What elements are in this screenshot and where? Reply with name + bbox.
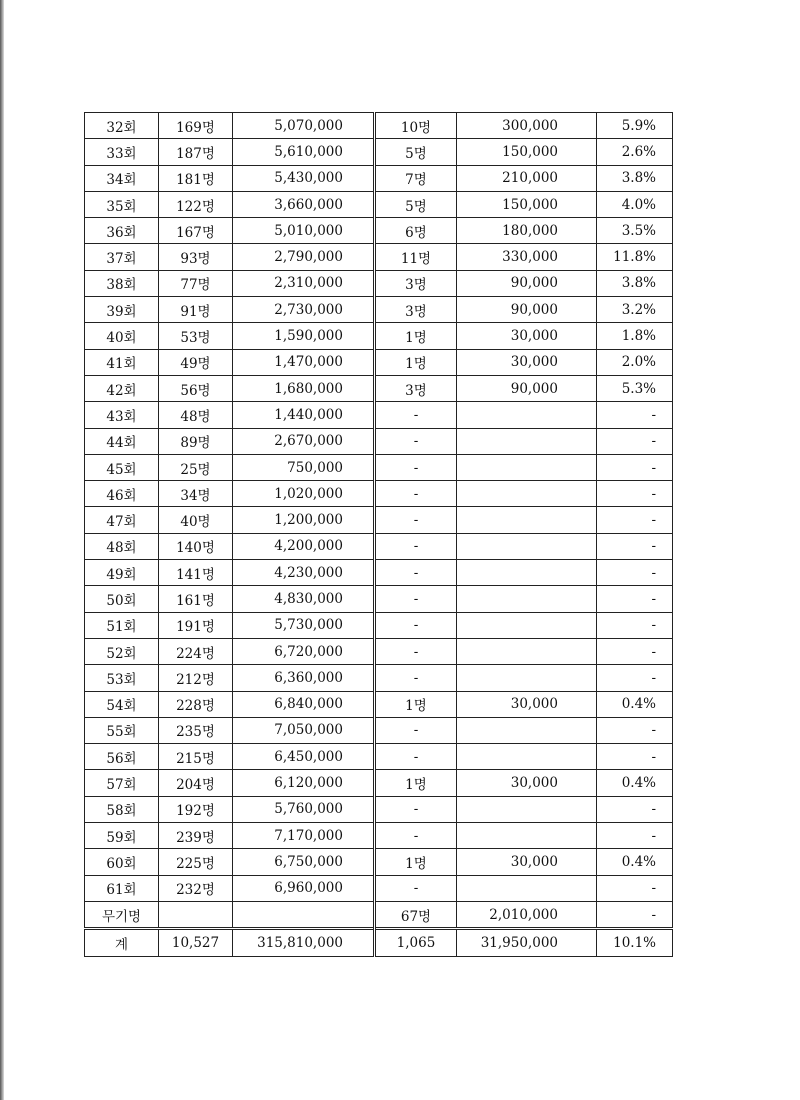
rate-cell: - xyxy=(597,507,673,533)
count2-cell: 5명 xyxy=(375,139,457,165)
round-cell: 43회 xyxy=(85,402,159,428)
round-cell: 41회 xyxy=(85,349,159,375)
rate-cell: 0.4% xyxy=(597,849,673,875)
amount2-cell xyxy=(457,612,597,638)
count2-cell: 1명 xyxy=(375,349,457,375)
count2-cell: 10명 xyxy=(375,113,457,139)
amount2-cell: 210,000 xyxy=(457,165,597,191)
count1-cell: 89명 xyxy=(159,428,233,454)
rate-cell: - xyxy=(597,901,673,928)
round-cell: 46회 xyxy=(85,481,159,507)
rate-cell: 4.0% xyxy=(597,191,673,217)
amount2-cell xyxy=(457,454,597,480)
count2-cell: 11명 xyxy=(375,244,457,270)
table-row xyxy=(85,875,673,901)
table-row xyxy=(85,349,673,375)
table-row xyxy=(85,507,673,533)
table-row xyxy=(85,717,673,743)
round-cell: 무기명 xyxy=(85,901,159,928)
amount1-cell: 2,730,000 xyxy=(233,297,375,323)
count2-cell: 3명 xyxy=(375,270,457,296)
count2-cell: - xyxy=(375,586,457,612)
rate-cell: 1.8% xyxy=(597,323,673,349)
count2-cell: - xyxy=(375,560,457,586)
amount2-cell: 150,000 xyxy=(457,191,597,217)
count2-cell: 1명 xyxy=(375,770,457,796)
total-rate: 10.1% xyxy=(597,929,673,956)
total-label: 계 xyxy=(85,929,159,956)
table-row xyxy=(85,218,673,244)
table-row xyxy=(85,823,673,849)
count1-cell: 204명 xyxy=(159,770,233,796)
count1-cell: 225명 xyxy=(159,849,233,875)
rate-cell: - xyxy=(597,454,673,480)
amount2-cell: 300,000 xyxy=(457,113,597,139)
amount1-cell: 1,200,000 xyxy=(233,507,375,533)
rate-cell: - xyxy=(597,428,673,454)
table-row xyxy=(85,612,673,638)
amount1-cell: 1,020,000 xyxy=(233,481,375,507)
table-row xyxy=(85,849,673,875)
count2-cell: 67명 xyxy=(375,901,457,928)
table-row xyxy=(85,375,673,401)
count1-cell: 56명 xyxy=(159,375,233,401)
count1-cell xyxy=(159,901,233,928)
rate-cell: - xyxy=(597,744,673,770)
count1-cell: 228명 xyxy=(159,691,233,717)
rate-cell: - xyxy=(597,612,673,638)
rate-cell: - xyxy=(597,638,673,664)
round-cell: 33회 xyxy=(85,139,159,165)
rate-cell: 3.2% xyxy=(597,297,673,323)
count1-cell: 34명 xyxy=(159,481,233,507)
round-cell: 48회 xyxy=(85,533,159,559)
total-amount2: 31,950,000 xyxy=(457,929,597,956)
round-cell: 57회 xyxy=(85,770,159,796)
rate-cell: - xyxy=(597,717,673,743)
count1-cell: 187명 xyxy=(159,139,233,165)
amount2-cell: 90,000 xyxy=(457,297,597,323)
round-cell: 38회 xyxy=(85,270,159,296)
count2-cell: - xyxy=(375,402,457,428)
amount2-cell: 30,000 xyxy=(457,323,597,349)
count2-cell: - xyxy=(375,875,457,901)
count1-cell: 49명 xyxy=(159,349,233,375)
round-cell: 37회 xyxy=(85,244,159,270)
amount1-cell: 2,310,000 xyxy=(233,270,375,296)
table-row xyxy=(85,665,673,691)
table-row xyxy=(85,691,673,717)
amount2-cell xyxy=(457,796,597,822)
round-cell: 59회 xyxy=(85,823,159,849)
amount2-cell: 30,000 xyxy=(457,770,597,796)
amount1-cell: 3,660,000 xyxy=(233,191,375,217)
count2-cell: 6명 xyxy=(375,218,457,244)
rate-cell: 5.3% xyxy=(597,375,673,401)
table-row xyxy=(85,638,673,664)
total-row xyxy=(85,929,673,956)
amount1-cell: 4,230,000 xyxy=(233,560,375,586)
round-cell: 58회 xyxy=(85,796,159,822)
amount1-cell: 5,070,000 xyxy=(233,113,375,139)
amount1-cell: 6,360,000 xyxy=(233,665,375,691)
amount2-cell xyxy=(457,875,597,901)
count1-cell: 192명 xyxy=(159,796,233,822)
rate-cell: - xyxy=(597,533,673,559)
amount1-cell: 4,200,000 xyxy=(233,533,375,559)
table-row xyxy=(85,323,673,349)
table-row xyxy=(85,402,673,428)
table-row xyxy=(85,428,673,454)
table-row xyxy=(85,165,673,191)
table-row xyxy=(85,560,673,586)
count2-cell: - xyxy=(375,717,457,743)
count2-cell: 5명 xyxy=(375,191,457,217)
count2-cell: - xyxy=(375,428,457,454)
count1-cell: 235명 xyxy=(159,717,233,743)
amount2-cell: 2,010,000 xyxy=(457,901,597,928)
amount1-cell: 5,760,000 xyxy=(233,796,375,822)
amount2-cell: 90,000 xyxy=(457,270,597,296)
amount1-cell: 7,050,000 xyxy=(233,717,375,743)
round-cell: 45회 xyxy=(85,454,159,480)
count1-cell: 25명 xyxy=(159,454,233,480)
rate-cell: - xyxy=(597,823,673,849)
rate-cell: - xyxy=(597,402,673,428)
count1-cell: 40명 xyxy=(159,507,233,533)
round-cell: 36회 xyxy=(85,218,159,244)
amount1-cell: 2,790,000 xyxy=(233,244,375,270)
rate-cell: - xyxy=(597,586,673,612)
count1-cell: 181명 xyxy=(159,165,233,191)
amount2-cell xyxy=(457,428,597,454)
table-row xyxy=(85,770,673,796)
table-row xyxy=(85,744,673,770)
amount1-cell: 6,840,000 xyxy=(233,691,375,717)
amount2-cell: 30,000 xyxy=(457,349,597,375)
amount1-cell: 5,430,000 xyxy=(233,165,375,191)
count1-cell: 140명 xyxy=(159,533,233,559)
rate-cell: 2.0% xyxy=(597,349,673,375)
amount1-cell: 6,450,000 xyxy=(233,744,375,770)
amount1-cell: 5,730,000 xyxy=(233,612,375,638)
amount2-cell xyxy=(457,560,597,586)
amount2-cell xyxy=(457,717,597,743)
round-cell: 35회 xyxy=(85,191,159,217)
round-cell: 32회 xyxy=(85,113,159,139)
table-row xyxy=(85,481,673,507)
table-body xyxy=(85,113,673,929)
amount2-cell xyxy=(457,638,597,664)
amount1-cell: 1,470,000 xyxy=(233,349,375,375)
round-cell: 39회 xyxy=(85,297,159,323)
count1-cell: 212명 xyxy=(159,665,233,691)
round-cell: 42회 xyxy=(85,375,159,401)
count1-cell: 91명 xyxy=(159,297,233,323)
count2-cell: 3명 xyxy=(375,375,457,401)
amount2-cell xyxy=(457,507,597,533)
round-cell: 49회 xyxy=(85,560,159,586)
count2-cell: - xyxy=(375,823,457,849)
amount1-cell: 5,010,000 xyxy=(233,218,375,244)
count1-cell: 232명 xyxy=(159,875,233,901)
count2-cell: - xyxy=(375,638,457,664)
total-count1: 10,527 xyxy=(159,929,233,956)
table-row xyxy=(85,113,673,139)
amount2-cell xyxy=(457,402,597,428)
table-row xyxy=(85,139,673,165)
amount1-cell: 2,670,000 xyxy=(233,428,375,454)
round-cell: 50회 xyxy=(85,586,159,612)
round-cell: 61회 xyxy=(85,875,159,901)
rate-cell: 0.4% xyxy=(597,691,673,717)
rate-cell: - xyxy=(597,796,673,822)
amount2-cell xyxy=(457,533,597,559)
count2-cell: - xyxy=(375,507,457,533)
table-row xyxy=(85,297,673,323)
rate-cell: - xyxy=(597,560,673,586)
amount2-cell: 180,000 xyxy=(457,218,597,244)
count1-cell: 48명 xyxy=(159,402,233,428)
round-cell: 55회 xyxy=(85,717,159,743)
amount2-cell: 30,000 xyxy=(457,691,597,717)
round-cell: 56회 xyxy=(85,744,159,770)
amount1-cell: 750,000 xyxy=(233,454,375,480)
table-row xyxy=(85,244,673,270)
count2-cell: - xyxy=(375,454,457,480)
round-cell: 40회 xyxy=(85,323,159,349)
count1-cell: 215명 xyxy=(159,744,233,770)
table-row xyxy=(85,533,673,559)
rate-cell: 11.8% xyxy=(597,244,673,270)
rate-cell: 2.6% xyxy=(597,139,673,165)
count1-cell: 77명 xyxy=(159,270,233,296)
count2-cell: - xyxy=(375,744,457,770)
count1-cell: 122명 xyxy=(159,191,233,217)
amount1-cell: 1,680,000 xyxy=(233,375,375,401)
count2-cell: - xyxy=(375,796,457,822)
table-row xyxy=(85,191,673,217)
count1-cell: 93명 xyxy=(159,244,233,270)
count1-cell: 161명 xyxy=(159,586,233,612)
count2-cell: - xyxy=(375,665,457,691)
amount1-cell: 6,720,000 xyxy=(233,638,375,664)
scan-edge-shadow xyxy=(0,0,4,1100)
amount1-cell: 6,120,000 xyxy=(233,770,375,796)
amount2-cell: 90,000 xyxy=(457,375,597,401)
round-cell: 60회 xyxy=(85,849,159,875)
table-row xyxy=(85,586,673,612)
count2-cell: 7명 xyxy=(375,165,457,191)
count2-cell: - xyxy=(375,612,457,638)
count2-cell: 1명 xyxy=(375,849,457,875)
amount2-cell xyxy=(457,744,597,770)
amount2-cell: 150,000 xyxy=(457,139,597,165)
count1-cell: 191명 xyxy=(159,612,233,638)
table-row xyxy=(85,270,673,296)
round-cell: 47회 xyxy=(85,507,159,533)
round-cell: 52회 xyxy=(85,638,159,664)
total-count2: 1,065 xyxy=(375,929,457,956)
count1-cell: 169명 xyxy=(159,113,233,139)
amount1-cell: 4,830,000 xyxy=(233,586,375,612)
count2-cell: 1명 xyxy=(375,323,457,349)
count2-cell: 1명 xyxy=(375,691,457,717)
rate-cell: 3.5% xyxy=(597,218,673,244)
table-row xyxy=(85,454,673,480)
amount1-cell: 7,170,000 xyxy=(233,823,375,849)
round-cell: 44회 xyxy=(85,428,159,454)
amount2-cell xyxy=(457,481,597,507)
rate-cell: 0.4% xyxy=(597,770,673,796)
count2-cell: 3명 xyxy=(375,297,457,323)
round-cell: 53회 xyxy=(85,665,159,691)
round-cell: 51회 xyxy=(85,612,159,638)
rate-cell: - xyxy=(597,481,673,507)
amount1-cell: 6,750,000 xyxy=(233,849,375,875)
amount2-cell: 330,000 xyxy=(457,244,597,270)
count1-cell: 167명 xyxy=(159,218,233,244)
amount2-cell: 30,000 xyxy=(457,849,597,875)
table-row xyxy=(85,796,673,822)
amount1-cell: 1,590,000 xyxy=(233,323,375,349)
amount1-cell xyxy=(233,901,375,928)
rate-cell: 5.9% xyxy=(597,113,673,139)
count2-cell: - xyxy=(375,481,457,507)
amount1-cell: 6,960,000 xyxy=(233,875,375,901)
count2-cell: - xyxy=(375,533,457,559)
amount1-cell: 1,440,000 xyxy=(233,402,375,428)
count1-cell: 224명 xyxy=(159,638,233,664)
count1-cell: 53명 xyxy=(159,323,233,349)
total-amount1: 315,810,000 xyxy=(233,929,375,956)
count1-cell: 239명 xyxy=(159,823,233,849)
rate-cell: - xyxy=(597,665,673,691)
table-row xyxy=(85,901,673,928)
amount2-cell xyxy=(457,586,597,612)
donation-table xyxy=(84,112,673,957)
rate-cell: - xyxy=(597,875,673,901)
amount2-cell xyxy=(457,823,597,849)
amount2-cell xyxy=(457,665,597,691)
rate-cell: 3.8% xyxy=(597,270,673,296)
amount1-cell: 5,610,000 xyxy=(233,139,375,165)
rate-cell: 3.8% xyxy=(597,165,673,191)
count1-cell: 141명 xyxy=(159,560,233,586)
round-cell: 34회 xyxy=(85,165,159,191)
round-cell: 54회 xyxy=(85,691,159,717)
